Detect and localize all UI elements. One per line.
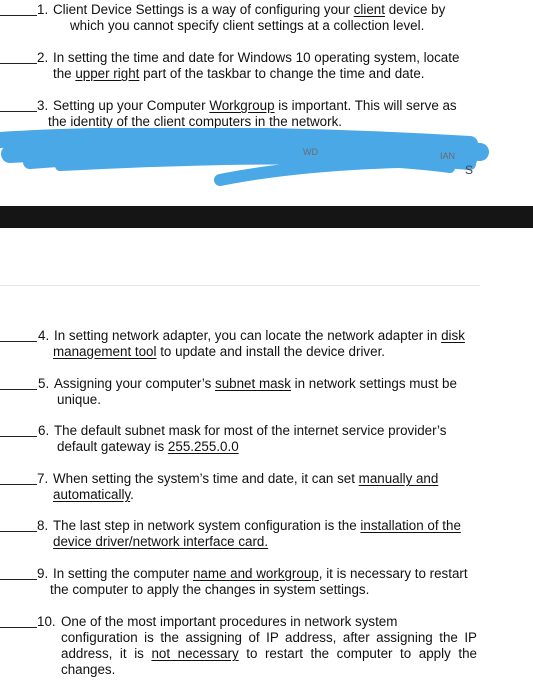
visible-text-fragment: WD xyxy=(303,147,318,157)
question-text-line xyxy=(53,471,438,487)
question-text-line xyxy=(61,646,477,662)
question-text-line xyxy=(57,439,239,455)
answer-blank xyxy=(0,531,37,532)
question-number: 1. xyxy=(37,2,49,17)
question-number: 9. xyxy=(37,566,49,581)
underlined-answer-text: subnet mask xyxy=(215,376,291,391)
answer-blank xyxy=(0,341,37,342)
underlined-answer-text: client xyxy=(353,2,385,17)
text-run: In setting network adapter, you can locate the network adapter in xyxy=(54,328,442,343)
underlined-answer-text: 255.255.0.0 xyxy=(167,439,239,454)
text-run: default gateway is xyxy=(57,439,168,454)
question-text-line xyxy=(53,487,134,503)
question-text-line xyxy=(53,566,468,582)
question-text-line xyxy=(61,614,397,630)
question-text-line xyxy=(57,392,101,408)
question-number: 5. xyxy=(38,376,50,391)
question-number: 6. xyxy=(38,423,50,438)
text-run: The last step in network system configuration is the xyxy=(53,518,361,533)
redaction-scribble xyxy=(0,128,533,200)
text-run: unique. xyxy=(57,392,101,407)
underlined-answer-text: Workgroup xyxy=(209,98,275,113)
text-run: device by xyxy=(384,2,446,17)
question-text-line xyxy=(54,423,447,439)
text-run: which you cannot specify client settings at a collection level. xyxy=(70,18,425,33)
question-number: 10. xyxy=(37,614,56,629)
text-run: in network settings must be xyxy=(290,376,457,391)
underlined-answer-text: not necessary xyxy=(151,646,239,661)
question-number: 7. xyxy=(37,471,49,486)
question-number: 3. xyxy=(37,98,49,113)
question-text-line xyxy=(53,66,424,82)
question-text-line xyxy=(61,630,477,646)
text-run: part of the taskbar to change the time and date. xyxy=(139,66,425,81)
text-run: the identity of the client computers in the network. xyxy=(48,114,343,129)
underlined-answer-text: name and workgroup xyxy=(192,566,319,581)
question-text-line xyxy=(53,98,457,114)
text-run: changes. xyxy=(61,662,116,677)
question-text-line xyxy=(53,534,268,550)
text-run: to restart the computer to apply the xyxy=(238,646,477,661)
underlined-answer-text: manually and xyxy=(358,471,439,486)
answer-blank xyxy=(0,436,37,437)
answer-blank xyxy=(0,579,37,580)
question-text-line xyxy=(54,376,457,392)
question-text-line xyxy=(53,50,459,66)
question-text-line xyxy=(53,344,385,360)
question-number: 2. xyxy=(37,50,49,65)
answer-blank xyxy=(0,389,37,390)
text-run: configuration is the assigning of IP address, after assigning the IP xyxy=(61,630,477,645)
text-run: One of the most important procedures in network system xyxy=(61,614,398,629)
question-text-line xyxy=(61,662,115,678)
question-text-line xyxy=(53,518,461,534)
faint-divider xyxy=(0,285,480,286)
underlined-answer-text: disk xyxy=(441,328,465,343)
black-divider-bar xyxy=(0,206,533,228)
answer-blank xyxy=(0,15,37,16)
underlined-answer-text: installation of the xyxy=(360,518,461,533)
underlined-answer-text: automatically xyxy=(53,487,131,502)
question-text-line xyxy=(70,18,424,34)
text-run: to update and install the device driver. xyxy=(156,344,386,359)
text-run: Client Device Settings is a way of configuring your xyxy=(53,2,354,17)
text-run: In setting the computer xyxy=(53,566,193,581)
answer-blank xyxy=(0,63,37,64)
text-run: Setting up your Computer xyxy=(53,98,210,113)
answer-blank xyxy=(0,627,37,628)
text-run: . xyxy=(130,487,134,502)
text-run: In setting the time and date for Windows 10 operating system, locate xyxy=(53,50,460,65)
text-run: the computer to apply the changes in system settings. xyxy=(50,582,370,597)
visible-text-fragment: IAN xyxy=(440,151,456,161)
answer-blank xyxy=(0,111,37,112)
text-run: The default subnet mask for most of the internet service provider’s xyxy=(54,423,447,438)
text-run: is important. This will serve as xyxy=(274,98,457,113)
answer-blank xyxy=(0,484,37,485)
question-text-line xyxy=(54,328,465,344)
text-run: the xyxy=(53,66,76,81)
question-text-line xyxy=(53,2,445,18)
text-run: address, it is xyxy=(61,646,152,661)
question-number: 4. xyxy=(38,328,50,343)
text-run: , it is necessary to restart xyxy=(318,566,468,581)
text-run: When setting the system’s time and date, it can set xyxy=(53,471,359,486)
question-number: 8. xyxy=(37,518,49,533)
underlined-answer-text: management tool xyxy=(53,344,157,359)
text-run: Assigning your computer’s xyxy=(54,376,216,391)
underlined-answer-text: device driver/network interface card. xyxy=(53,534,269,549)
underlined-answer-text: upper right xyxy=(75,66,140,81)
question-text-line xyxy=(50,582,369,598)
visible-text-fragment: S xyxy=(465,163,474,177)
